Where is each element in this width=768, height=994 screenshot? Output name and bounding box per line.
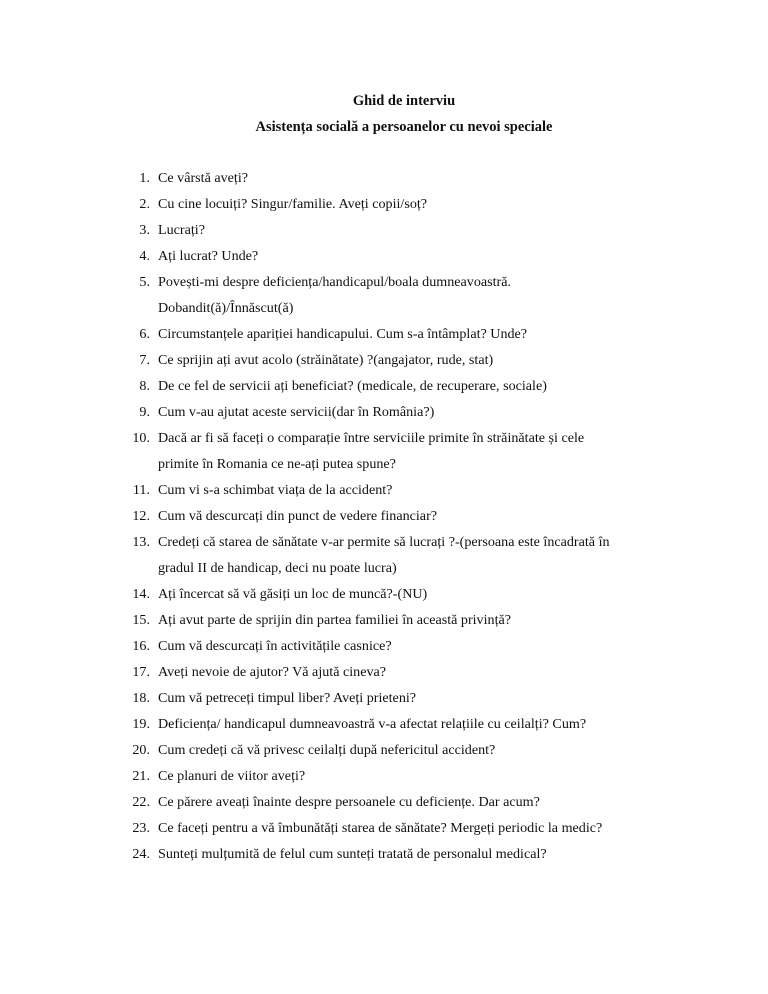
- question-text: [158, 217, 658, 243]
- question-text: [158, 321, 658, 347]
- question-item: [118, 633, 658, 659]
- question-text: [158, 165, 658, 191]
- question-text-line: Cum v-au ajutat aceste servicii(dar în România?): [158, 404, 435, 420]
- question-number: 9.: [139, 404, 150, 420]
- question-item: [118, 425, 658, 477]
- question-number: 22.: [132, 794, 150, 810]
- question-text: [158, 685, 658, 711]
- question-number: 7.: [139, 352, 150, 368]
- question-text-line: Ați încercat să vă găsiți un loc de muncă?-(NU): [158, 586, 428, 602]
- question-text-line: Sunteți mulțumită de felul cum sunteți tratată de personalul medical?: [158, 846, 547, 862]
- question-number: 12.: [132, 508, 150, 524]
- question-text: [158, 347, 658, 373]
- question-item: [118, 191, 658, 217]
- question-text-line: Deficiența/ handicapul dumneavoastră v-a afectat relațiile cu ceilalți? Cum?: [158, 716, 587, 732]
- question-number: 15.: [132, 612, 150, 628]
- question-text-line: Cum vi s-a schimbat viața de la accident?: [158, 482, 393, 498]
- question-text-line: De ce fel de servicii ați beneficiat? (medicale, de recuperare, sociale): [158, 378, 547, 394]
- question-number: 14.: [132, 586, 150, 602]
- question-text-line: Ce faceți pentru a vă îmbunătăți starea de sănătate? Mergeți periodic la medic?: [158, 820, 603, 836]
- question-item: [118, 711, 658, 737]
- question-number: 11.: [132, 482, 150, 498]
- question-item: [118, 685, 658, 711]
- question-text: [158, 269, 658, 321]
- question-text-line: Ce sprijin ați avut acolo (străinătate) ?(angajator, rude, stat): [158, 352, 494, 368]
- question-item: [118, 815, 658, 841]
- question-text-line: primite în Romania ce ne-ați putea spune?: [158, 456, 396, 472]
- question-item: [118, 399, 658, 425]
- question-number: 10.: [132, 430, 150, 446]
- question-number: 16.: [132, 638, 150, 654]
- question-text-line: Lucrați?: [158, 222, 205, 238]
- question-text: [158, 477, 658, 503]
- question-text: [158, 529, 658, 581]
- question-item: [118, 659, 658, 685]
- question-text-line: Dobandit(ă)/Înnăscut(ă): [158, 300, 294, 316]
- question-text-line: Ați lucrat? Unde?: [158, 248, 259, 264]
- question-item: [118, 477, 658, 503]
- question-item: [118, 321, 658, 347]
- question-text-line: Cu cine locuiți? Singur/familie. Aveți copii/soț?: [158, 196, 428, 212]
- question-text: [158, 841, 658, 867]
- question-text: [158, 763, 658, 789]
- question-item: [118, 607, 658, 633]
- question-number: 21.: [132, 768, 150, 784]
- question-item: [118, 529, 658, 581]
- question-number: 20.: [132, 742, 150, 758]
- question-item: [118, 763, 658, 789]
- question-text-line: Ați avut parte de sprijin din partea familiei în această privință?: [158, 612, 511, 628]
- question-text-line: Povești-mi despre deficiența/handicapul/boala dumneavoastră.: [158, 274, 512, 290]
- question-number: 5.: [139, 274, 150, 290]
- question-item: [118, 217, 658, 243]
- question-item: [118, 269, 658, 321]
- question-item: [118, 165, 658, 191]
- question-text-line: Cum vă petreceți timpul liber? Aveți prieteni?: [158, 690, 417, 706]
- question-text: [158, 607, 658, 633]
- document-subtitle: Asistența socială a persoanelor cu nevoi speciale: [255, 119, 553, 135]
- question-text: [158, 503, 658, 529]
- question-text: [158, 191, 658, 217]
- question-number: 6.: [139, 326, 150, 342]
- question-number: 4.: [139, 248, 150, 264]
- question-item: [118, 503, 658, 529]
- question-number: 18.: [132, 690, 150, 706]
- question-text: [158, 815, 658, 841]
- question-item: [118, 581, 658, 607]
- question-number: 24.: [132, 846, 150, 862]
- question-item: [118, 347, 658, 373]
- question-text: [158, 789, 658, 815]
- question-text-line: Cum credeți că vă privesc ceilalți după nefericitul accident?: [158, 742, 496, 758]
- question-text-line: Ce planuri de viitor aveți?: [158, 768, 306, 784]
- question-number: 17.: [132, 664, 150, 680]
- question-item: [118, 841, 658, 867]
- question-text: [158, 243, 658, 269]
- question-list: [118, 165, 658, 867]
- question-text-line: Circumstanțele apariției handicapului. Cum s-a întâmplat? Unde?: [158, 326, 528, 342]
- question-text-line: Credeți că starea de sănătate v-ar permite să lucrați ?-(persoana este încadrată în: [158, 534, 610, 550]
- question-number: 1.: [139, 170, 150, 186]
- question-number: 19.: [132, 716, 150, 732]
- question-text: [158, 737, 658, 763]
- question-number: 8.: [139, 378, 150, 394]
- document-title: Ghid de interviu: [352, 93, 456, 109]
- question-text: [158, 399, 658, 425]
- question-text-line: Cum vă descurcați din punct de vedere financiar?: [158, 508, 438, 524]
- question-text-line: Cum vă descurcați în activitățile casnice?: [158, 638, 392, 654]
- question-number: 3.: [139, 222, 150, 238]
- question-text: [158, 711, 658, 737]
- question-text-line: Aveți nevoie de ajutor? Vă ajută cineva?: [158, 664, 387, 680]
- question-text-line: Dacă ar fi să faceți o comparație între serviciile primite în străinătate și cele: [158, 430, 585, 446]
- question-item: [118, 789, 658, 815]
- question-number: 13.: [132, 534, 150, 550]
- question-text: [158, 373, 658, 399]
- question-text-line: Ce vârstă aveți?: [158, 170, 248, 186]
- question-text-line: gradul II de handicap, deci nu poate lucra): [158, 560, 397, 576]
- question-text: [158, 659, 658, 685]
- question-text-line: Ce părere aveați înainte despre persoanele cu deficiențe. Dar acum?: [158, 794, 540, 810]
- question-number: 23.: [132, 820, 150, 836]
- question-item: [118, 737, 658, 763]
- question-text: [158, 425, 658, 477]
- question-number: 2.: [139, 196, 150, 212]
- question-text: [158, 581, 658, 607]
- question-text: [158, 633, 658, 659]
- question-item: [118, 373, 658, 399]
- question-item: [118, 243, 658, 269]
